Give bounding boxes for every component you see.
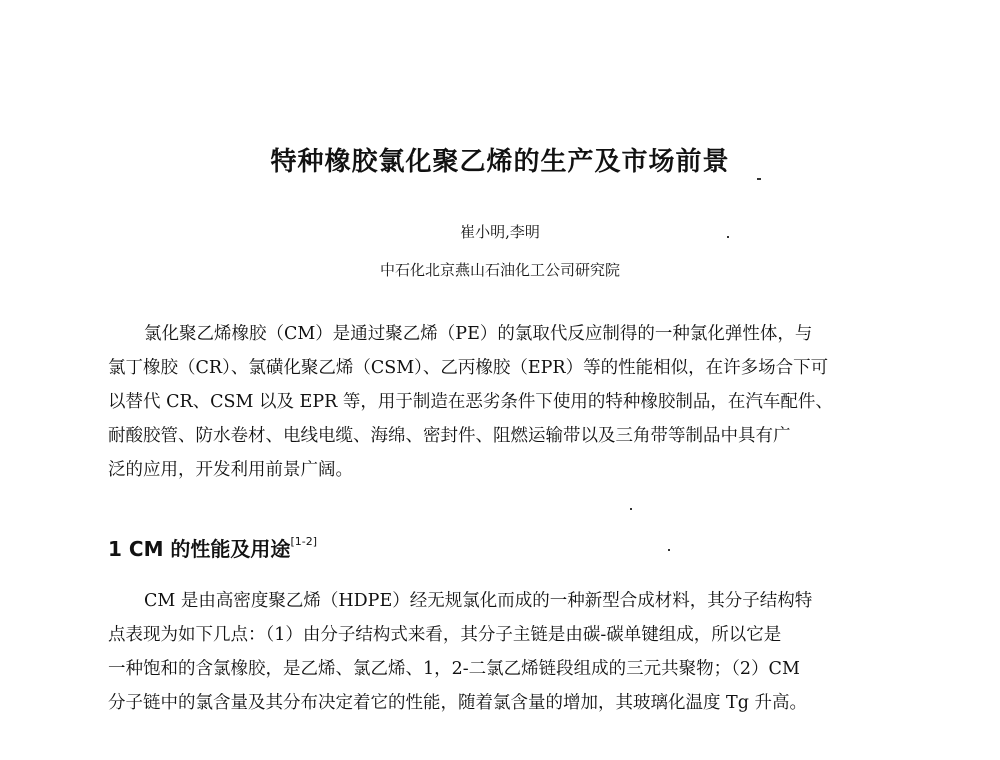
- section-paragraph: [108, 584, 896, 720]
- paragraph-line: 耐酸胶管、防水卷材、电线电缆、海绵、密封件、阻燃运输带以及三角带等制品中具有广: [108, 426, 791, 446]
- scan-speck: [727, 236, 729, 238]
- affiliation: 中石化北京燕山石油化工公司研究院: [379, 261, 620, 279]
- paragraph-line: 点表现为如下几点：（1）由分子结构式来看，其分子主链是由碳-碳单键组成，所以它是: [108, 625, 782, 645]
- section-title: CM 的性能及用途: [128, 537, 291, 561]
- paragraph-line: 以替代 CR、CSM 以及 EPR 等，用于制造在恶劣条件下使用的特种橡胶制品，在汽车配件、: [108, 392, 833, 412]
- paragraph-line: 氯化聚乙烯橡胶（CM）是通过聚乙烯（PE）的氯取代反应制得的一种氯化弹性体，与: [144, 324, 813, 344]
- paragraph-line: 泛的应用，开发利用前景广阔。: [108, 460, 353, 480]
- scan-speck: [630, 508, 632, 510]
- scan-speck: [668, 549, 670, 551]
- paragraph-line: 分子链中的氯含量及其分布决定着它的性能，随着氯含量的增加，其玻璃化温度 Tg 升高。: [108, 693, 807, 713]
- intro-paragraph: [108, 317, 896, 487]
- section-citation: [1-2]: [290, 535, 317, 549]
- paragraph-line: CM 是由高密度聚乙烯（HDPE）经无规氯化而成的一种新型合成材料，其分子结构特: [144, 591, 813, 611]
- section-number: 1: [108, 537, 122, 561]
- authors: 崔小明,李明: [460, 223, 540, 241]
- document-title: 特种橡胶氯化聚乙烯的生产及市场前景: [270, 147, 730, 177]
- paragraph-line: 一种饱和的含氯橡胶，是乙烯、氯乙烯、1，2-二氯乙烯链段组成的三元共聚物；（2）CM: [108, 659, 800, 679]
- section-heading: [108, 533, 317, 562]
- scan-speck: [757, 178, 761, 180]
- paragraph-line: 氯丁橡胶（CR）、氯磺化聚乙烯（CSM）、乙丙橡胶（EPR）等的性能相似，在许多场合下可: [108, 358, 829, 378]
